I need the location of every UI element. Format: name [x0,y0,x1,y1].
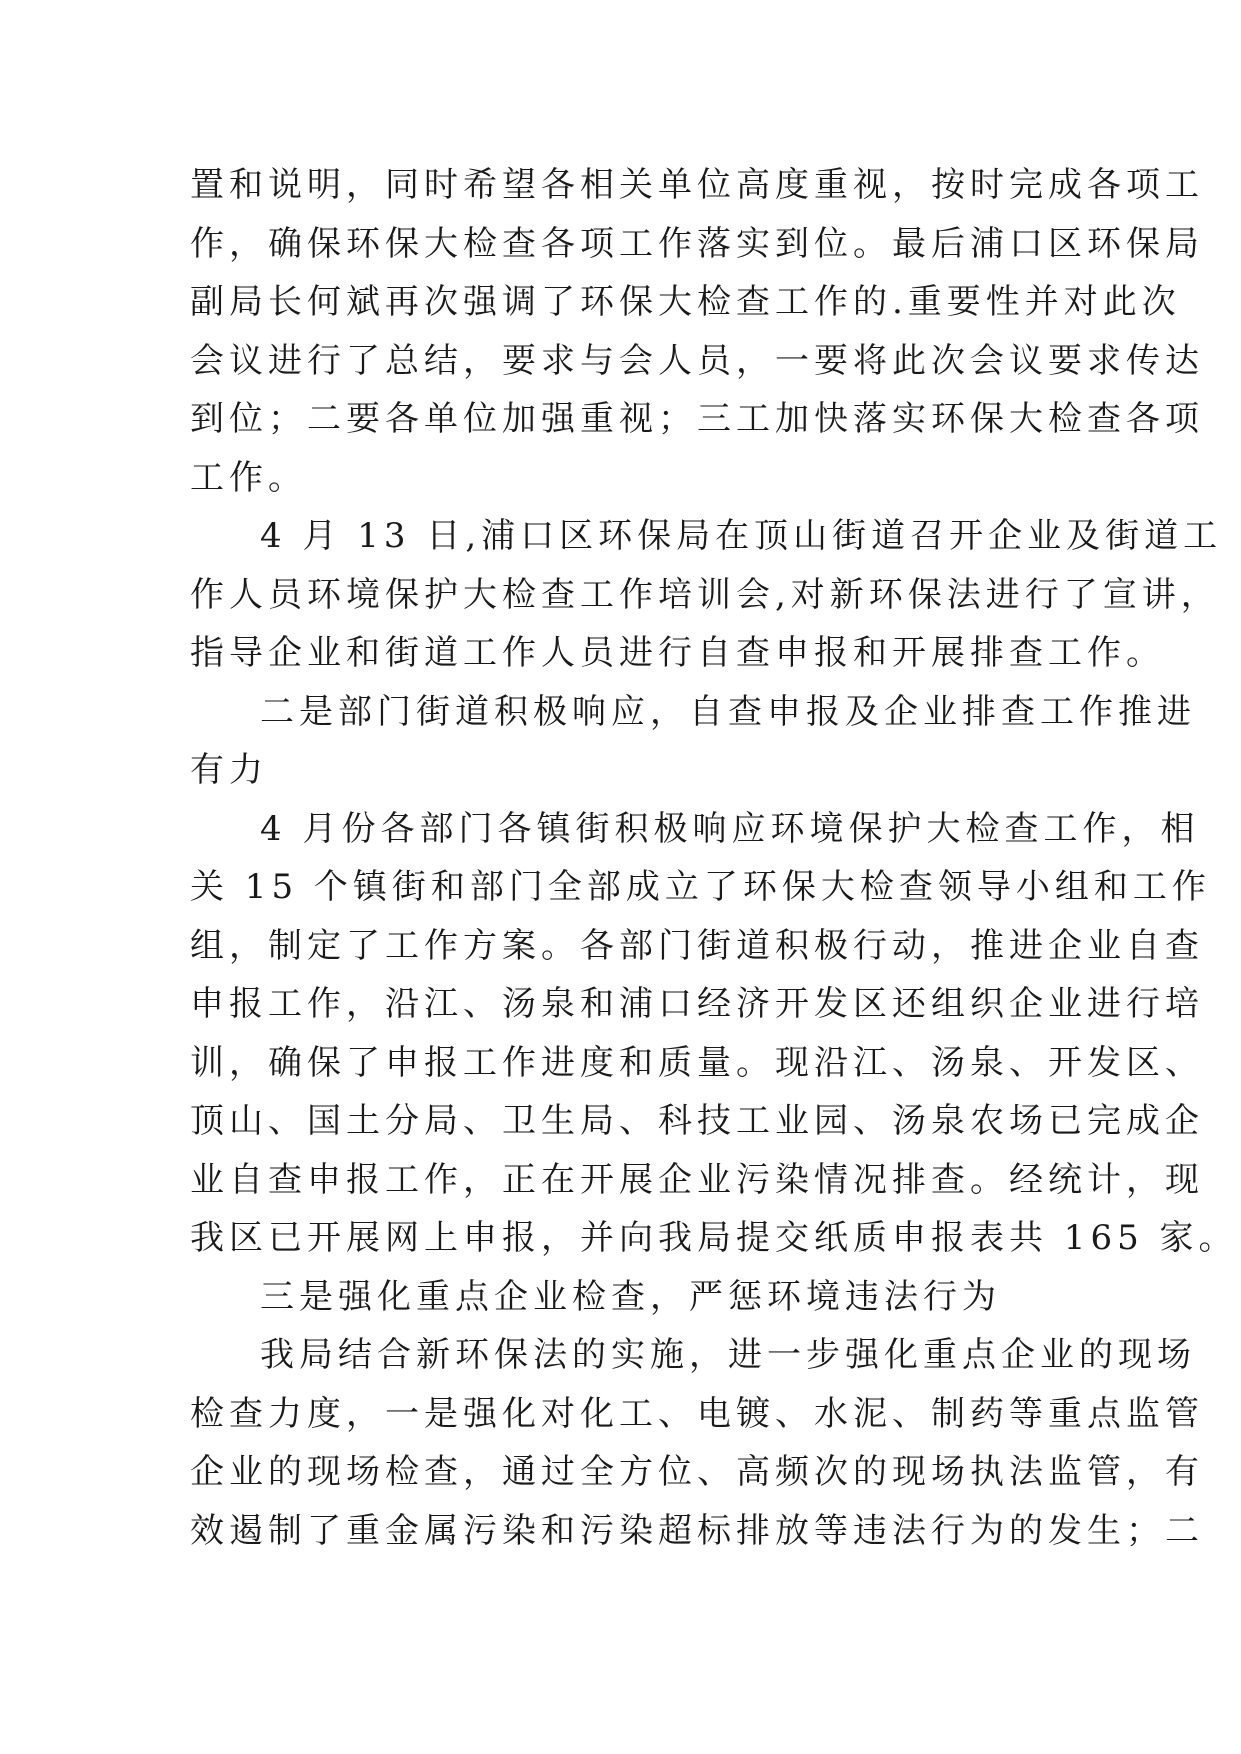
text-line: 业自查申报工作，正在开展企业污染情况排查。经统计，现 [190,1159,1204,1200]
text-line: 检查力度，一是强化对化工、电镀、水泥、制药等重点监管 [190,1393,1204,1434]
text-line: 申报工作，沿江、汤泉和浦口经济开发区还组织企业进行培 [190,984,1204,1024]
text-line: 效遏制了重金属污染和污染超标排放等违法行为的发生；二 [190,1510,1204,1551]
text-line: 指导企业和街道工作人员进行自查申报和开展排查工作。 [190,633,1165,673]
text-line: 我区已开展网上申报，并向我局提交纸质申报表共 165 家。 [190,1218,1238,1258]
text-line: 作人员环境保护大检查工作培训会,对新环保法进行了宣讲， [190,574,1220,615]
text-line: 置和说明，同时希望各相关单位高度重视，按时完成各项工 [190,165,1204,205]
text-line: 顶山、国土分局、卫生局、科技工业园、汤泉农场已完成企 [190,1101,1204,1141]
text-line: 三是强化重点企业检查，严惩环境违法行为 [260,1276,1001,1317]
text-line: 副局长何斌再次强调了环保大检查工作的.重要性并对此次 [190,282,1181,322]
text-line: 我局结合新环保法的实施，进一步强化重点企业的现场 [260,1335,1196,1375]
document-body [190,156,1238,1560]
text-line: 训，确保了申报工作进度和质量。现沿江、汤泉、开发区、 [190,1042,1204,1083]
text-line: 4 月 13 日,浦口区环保局在顶山街道召开企业及街道工 [260,516,1223,556]
text-line: 关 15 个镇街和部门全部成立了环保大检查领导小组和工作 [190,867,1211,907]
text-line: 有力 [190,750,268,790]
text-line: 工作。 [190,457,307,498]
text-line: 组，制定了工作方案。各部门街道积极行动，推进企业自查 [190,925,1204,966]
text-line: 会议进行了总结，要求与会人员，一要将此次会议要求传达 [190,340,1204,381]
text-line: 作，确保环保大检查各项工作落实到位。最后浦口区环保局 [190,223,1204,264]
text-line: 到位；二要各单位加强重视；三工加快落实环保大检查各项 [190,399,1204,439]
text-line: 4 月份各部门各镇街积极响应环境保护大检查工作，相 [260,808,1200,849]
text-line: 企业的现场检查，通过全方位、高频次的现场执法监管，有 [190,1452,1204,1492]
text-line: 二是部门街道积极响应，自查申报及企业排查工作推进 [260,691,1196,732]
